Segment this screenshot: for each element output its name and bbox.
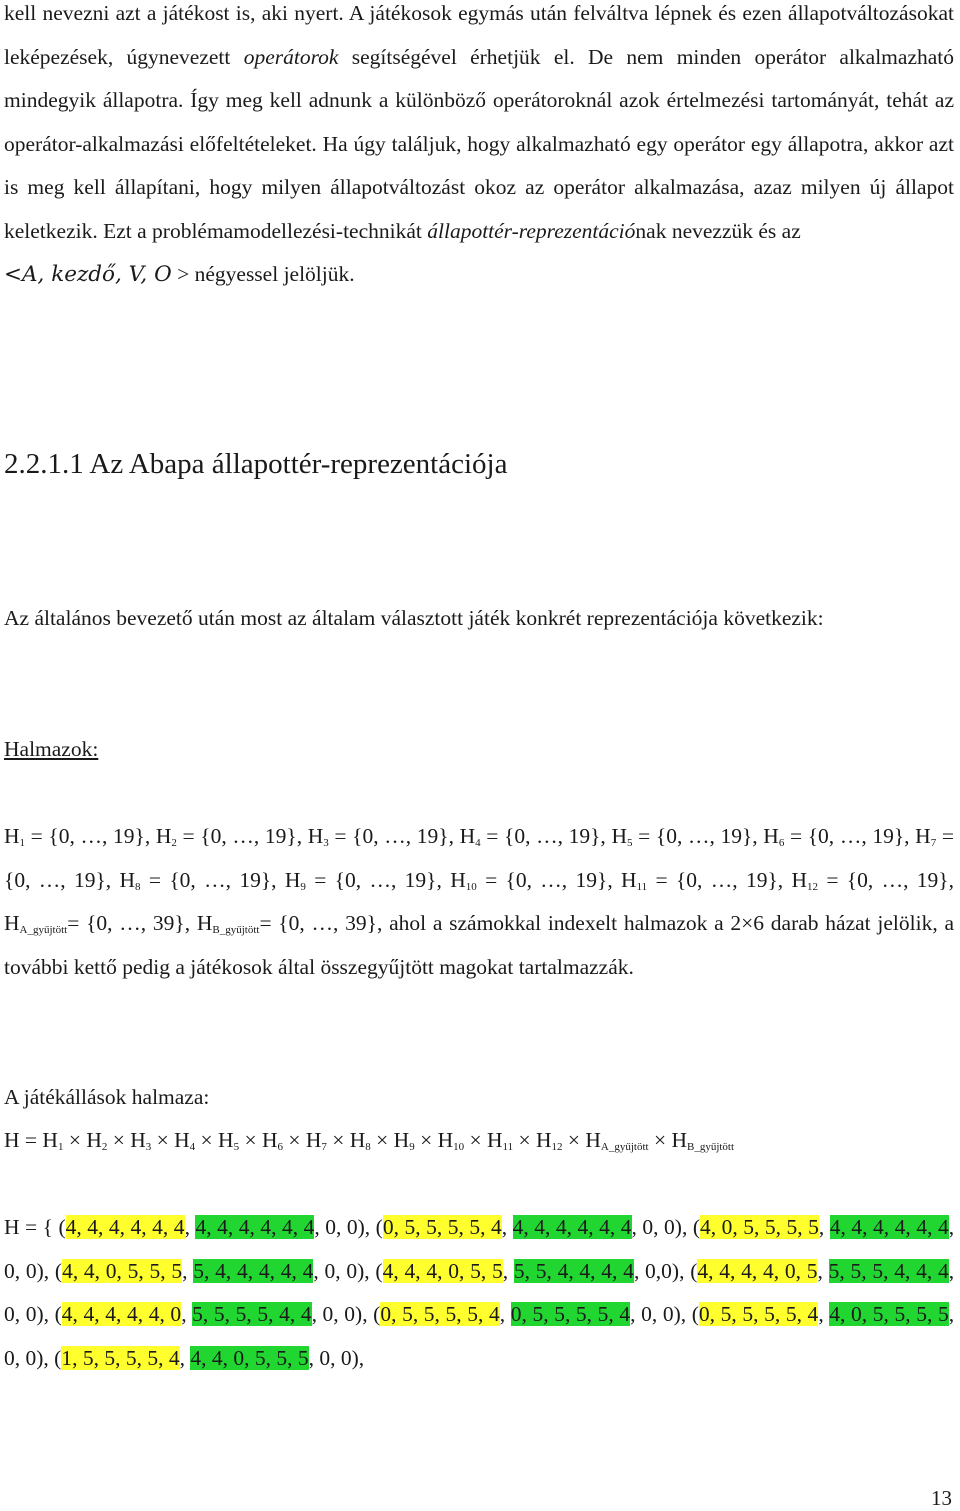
halmazok-definition: $H_1 = \{0$, …, 19}, $H_2 = \{0$, …, 19}, $H_3 = \{0$, …, 19}, $H_4 = \{0$, …, 19}, $H_5 = \{0$, …, 19}, $H_6 = \{0$, …, 19}, $H_7 = \{0$, …, 19}, $H_8 = \{0$, …, 19}, $H_9 = \{0$, …, 19}, $H_{10} = \{0$, …, 19}, $H_{11} = \{0$, …, 19}, $H_{12} = \{0$, …, 19}, $H_{A\_gyűjtött}= \{0$, …, 39}, $H_{B\_gyűjtött}= \{0$, …, 39}, ahol a számokkal indexelt halmazok a 2×6 darab házat jelölik, a további kettő pedig a játékosok által összegyűjtött magokat tartalmazzák. [4,824,955,979]
state-2-player-a: 0, 5, 5, 5, 5, 4 [382,1215,502,1239]
jatekallas-heading: A játékállások halmaza: [4,1085,210,1109]
tuple-notation: <A, kezdő, V, O [4,262,172,287]
state-8-player-b: 0, 5, 5, 5, 5, 4 [510,1302,631,1326]
state-4-player-a: 4, 4, 0, 5, 5, 5 [62,1258,183,1283]
intro-paragraph: kell nevezni azt a játékost is, aki nyert. A játékosok egymás után felváltva lépnek és ezen állapotváltozásokat leképezések, úgynevezett operátorok segítségével érhetjük el. De nem minden operátor alkalmazható mindegyik állapotra. Így meg kell adnunk a különböző operátoroknál azok értelmezési tartományát, tehát az operátor-alkalmazási előfeltételeket. Ha úgy találjuk, hogy alkalmazható egy operátor egy állapotra, akkor azt is meg kell állapítani, hogy milyen állapotváltozást okoz az operátor alkalmazása, azaz milyen új állapot keletkezik. Ezt a problémamodellezési-technikát állapottér-reprezentációnak nevezzük és az <A, kezdő, V, O > négyessel jelöljük. [4,1,955,287]
term-allapotter: állapottér-reprezentáció [427,218,636,243]
state-10-player-a: 1, 5, 5, 5, 5, 4 [61,1345,180,1370]
state-1-player-a: 4, 4, 4, 4, 4, 4 [65,1215,185,1239]
state-3-player-a: 4, 0, 5, 5, 5, 5 [700,1215,819,1239]
state-2-player-b: 4, 4, 4, 4, 4, 4 [512,1215,632,1239]
state-9-player-a: 0, 5, 5, 5, 5, 4 [698,1302,819,1326]
game-states-list: H = { (4, 4, 4, 4, 4, 4, 4, 4, 4, 4, 4, 4, 0, 0), (0, 5, 5, 5, 5, 4, 4, 4, 4, 4, 4, 4, 0, 0), (4, 0, 5, 5, 5, 5, 4, 4, 4, 4, 4, 4, 0, 0), (4, 4, 0, 5, 5, 5, 5, 4, 4, 4, 4, 4, 0, 0), (4, 4, 4, 0, 5, 5, 5, 5, 4, 4, 4, 4, 0,0), (4, 4, 4, 4, 0, 5, 5, 5, 5, 4, 4, 4, 0, 0), (4, 4, 4, 4, 4, 0, 5, 5, 5, 5, 4, 4, 0, 0), (0, 5, 5, 5, 5, 4, 0, 5, 5, 5, 5, 4, 0, 0), (0, 5, 5, 5, 5, 4, 4, 0, 5, 5, 5, 5, 0, 0), (1, 5, 5, 5, 5, 4, 4, 4, 0, 5, 5, 5, 0, 0), [4,1215,955,1370]
state-5-player-b: 5, 5, 4, 4, 4, 4 [513,1258,634,1283]
state-8-player-a: 0, 5, 5, 5, 5, 4 [380,1302,500,1326]
section-title: 2.2.1.1 Az Abapa állapottér-reprezentációja [4,448,508,480]
halmazok-heading: Halmazok: [4,737,99,761]
state-4-player-b: 5, 4, 4, 4, 4, 4 [193,1258,314,1283]
state-5-player-a: 4, 4, 4, 0, 5, 5 [382,1258,503,1283]
term-operatorok: operátorok [243,44,339,69]
document-page [4,0,955,1370]
state-6-player-a: 4, 4, 4, 4, 0, 5 [697,1258,818,1283]
page-number: 13 [931,1486,952,1510]
state-9-player-b: 4, 0, 5, 5, 5, 5 [829,1302,949,1326]
cartesian-product: $H = H_1 \times H_2 \times H_3 \times H_4 \times H_5 \times H_6 \times H_7 \times H_8 \times H_9 \times H_{10} \times H_{11} \times H_{12} \times H_{A\_gyűjtött} \times H_{B\_gyűjtött}$ [4,1128,735,1153]
state-3-player-b: 4, 4, 4, 4, 4, 4 [829,1215,949,1239]
state-6-player-b: 5, 5, 5, 4, 4, 4 [828,1258,949,1283]
state-10-player-b: 4, 4, 0, 5, 5, 5 [190,1345,309,1370]
state-1-player-b: 4, 4, 4, 4, 4, 4 [195,1215,315,1239]
state-7-player-b: 5, 5, 5, 5, 4, 4 [192,1302,312,1326]
state-7-player-a: 4, 4, 4, 4, 4, 0 [61,1302,182,1326]
intro-paragraph-2: Az általános bevezető után most az általam választott játék konkrét reprezentációja következik: [4,606,824,630]
